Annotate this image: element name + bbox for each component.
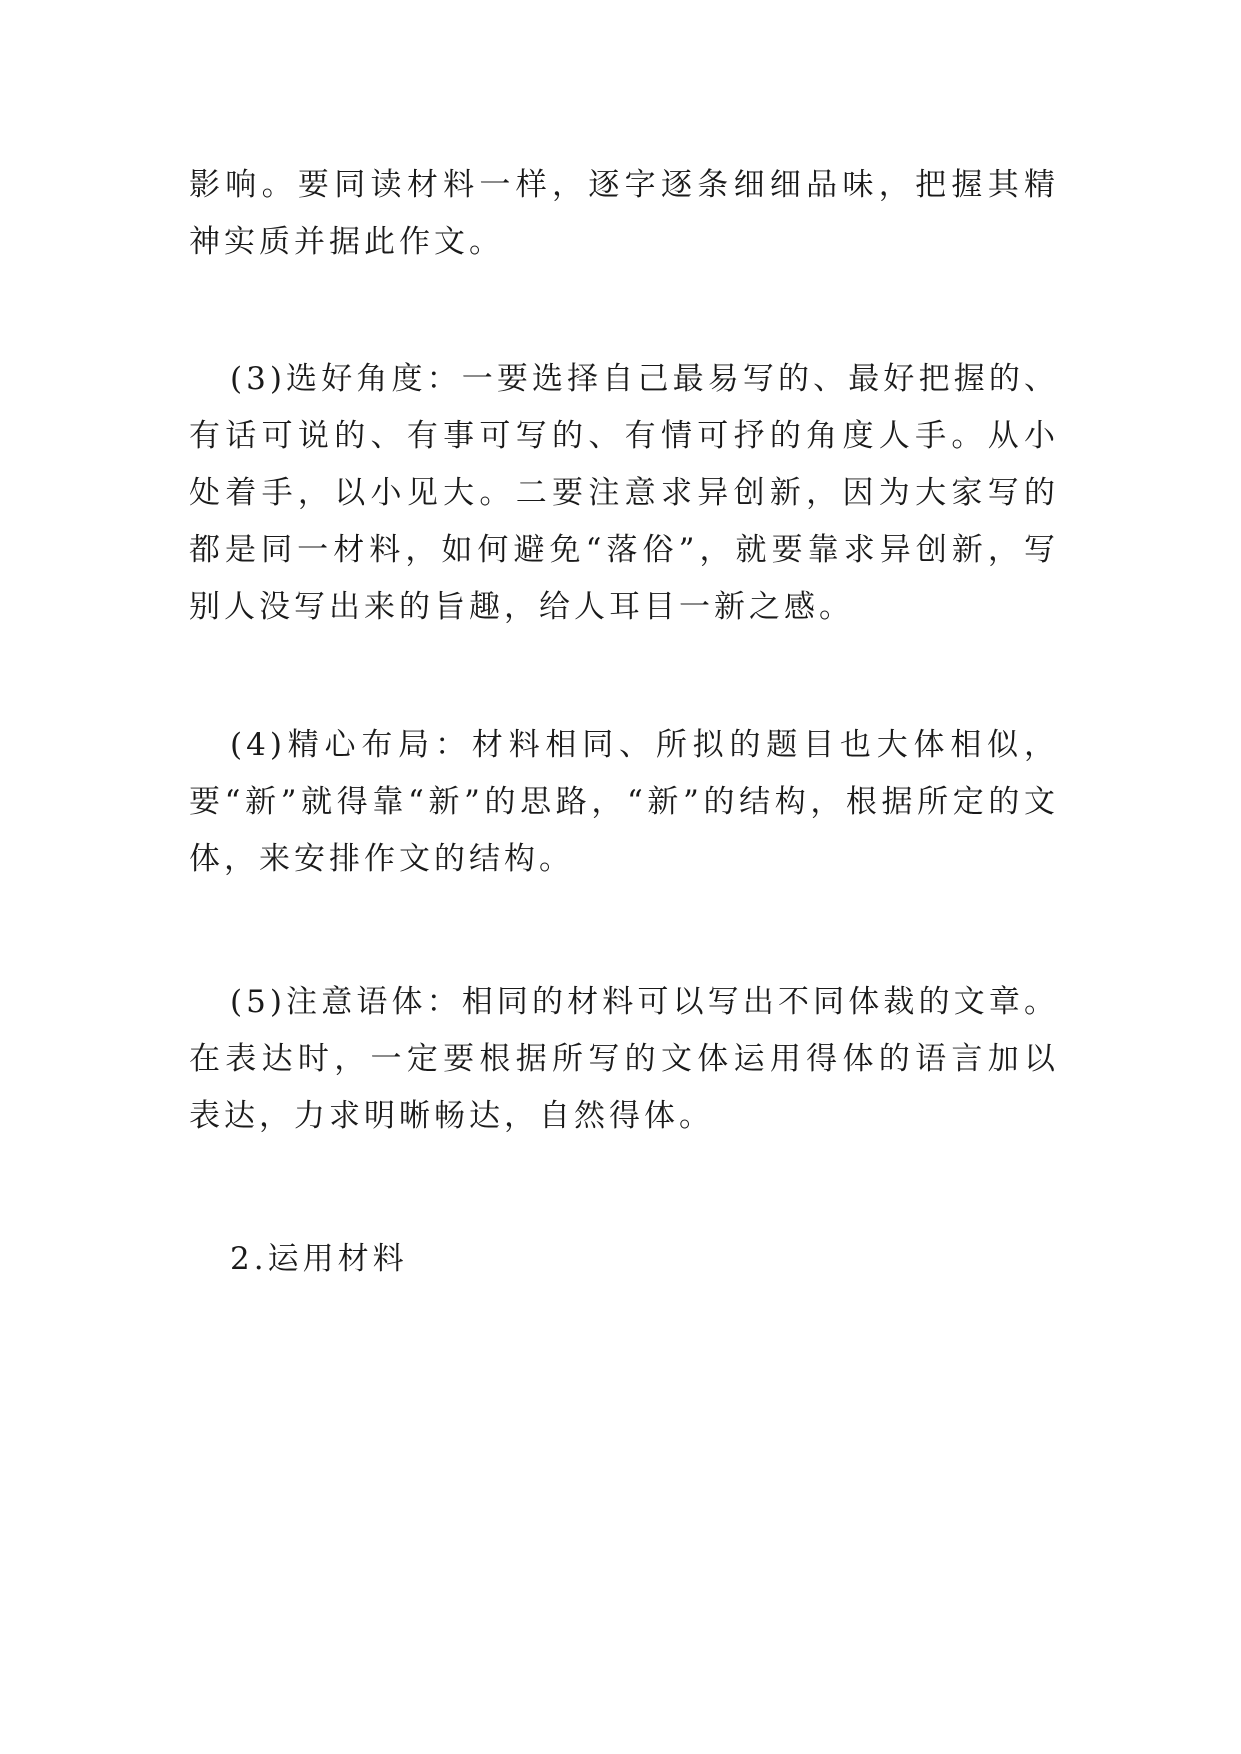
paragraph-language-style: (5)注意语体：相同的材料可以写出不同体裁的文章。在表达时，一定要根据所写的文体运用得体的语言加以表达，力求明晰畅达，自然得体。 xyxy=(189,984,1059,1134)
paragraph-choose-angle: (3)选好角度：一要选择自己最易写的、最好把握的、有话可说的、有事可写的、有情可抒的角度人手。从小处着手，以小见大。二要注意求异创新，因为大家写的都是同一材料，如何避免“落俗”，就要靠求异创新，写别人没写出来的旨趣，给人耳目一新之感。 xyxy=(189,361,1059,625)
section-heading: 2.运用材料 xyxy=(230,1241,408,1277)
paragraph-continuation: 影响。要同读材料一样，逐字逐条细细品味，把握其精神实质并据此作文。 xyxy=(189,167,1059,260)
paragraph-careful-layout: (4)精心布局：材料相同、所拟的题目也大体相似，要“新”就得靠“新”的思路，“新”的结构，根据所定的文体，来安排作文的结构。 xyxy=(189,727,1059,877)
